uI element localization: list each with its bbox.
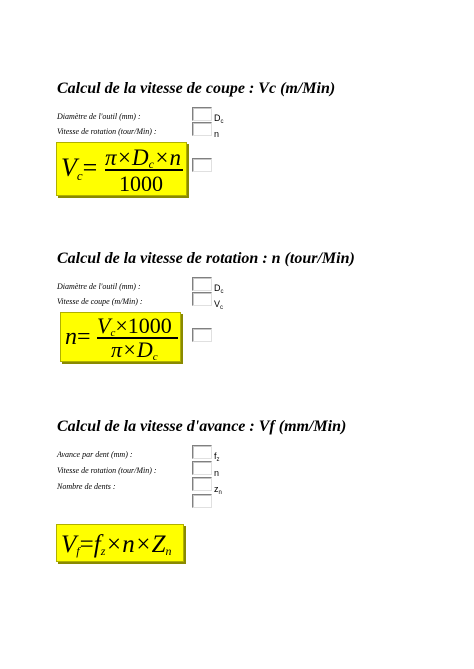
label-tool-diameter-2: Diamètre de l'outil (mm) : xyxy=(57,282,141,291)
input-tool-diameter[interactable] xyxy=(192,107,212,121)
symbol-zn: $z_n$ xyxy=(214,484,222,496)
output-n[interactable] xyxy=(192,328,212,342)
output-vf[interactable] xyxy=(192,494,212,508)
input-rotation-speed-3[interactable] xyxy=(192,461,212,475)
formula-vc xyxy=(56,142,187,196)
input-rotation-speed[interactable] xyxy=(192,122,212,136)
label-tool-diameter: Diamètre de l'outil (mm) : xyxy=(57,112,141,121)
section-title-vc: Calcul de la vitesse de coupe : Vc (m/Min) xyxy=(57,80,336,97)
formula-vf-expression: Vf=fz×n×Zn xyxy=(61,531,172,558)
section-title-vf: Calcul de la vitesse d'avance : Vf (mm/Min) xyxy=(57,418,347,435)
formula-vc-lhs: Vc= xyxy=(61,153,98,183)
output-vc[interactable] xyxy=(192,158,212,172)
formula-vc-denominator: 1000 xyxy=(119,171,163,195)
formula-n-lhs: n= xyxy=(65,324,91,350)
symbol-dc-2: $D_c$ xyxy=(214,283,224,295)
symbol-n-3: n xyxy=(214,468,220,478)
label-number-of-teeth: Nombre de dents : xyxy=(57,482,116,491)
input-number-of-teeth[interactable] xyxy=(192,477,212,491)
symbol-vc: $V_c$ xyxy=(214,299,224,311)
formula-n-numerator: Vc×1000 xyxy=(97,313,172,339)
label-rotation-speed-3: Vitesse de rotation (tour/Min) : xyxy=(57,466,157,475)
formula-n-denominator: π×Dc xyxy=(111,337,158,361)
symbol-n: n xyxy=(214,129,220,139)
symbol-dc: $D_c$ xyxy=(214,113,224,125)
formula-vf xyxy=(56,524,184,562)
label-feed-per-tooth: Avance par dent (mm) : xyxy=(57,450,133,459)
section-title-n: Calcul de la vitesse de rotation : n (tour/Min) xyxy=(57,250,355,267)
formula-vc-numerator: π×Dc×n xyxy=(105,145,182,171)
formula-n xyxy=(60,312,181,362)
label-rotation-speed: Vitesse de rotation (tour/Min) : xyxy=(57,127,157,136)
symbol-fz: $f_z$ xyxy=(214,451,220,463)
label-cutting-speed: Vitesse de coupe (m/Min) : xyxy=(57,297,143,306)
input-feed-per-tooth[interactable] xyxy=(192,445,212,459)
input-cutting-speed[interactable] xyxy=(192,292,212,306)
input-tool-diameter-2[interactable] xyxy=(192,277,212,291)
